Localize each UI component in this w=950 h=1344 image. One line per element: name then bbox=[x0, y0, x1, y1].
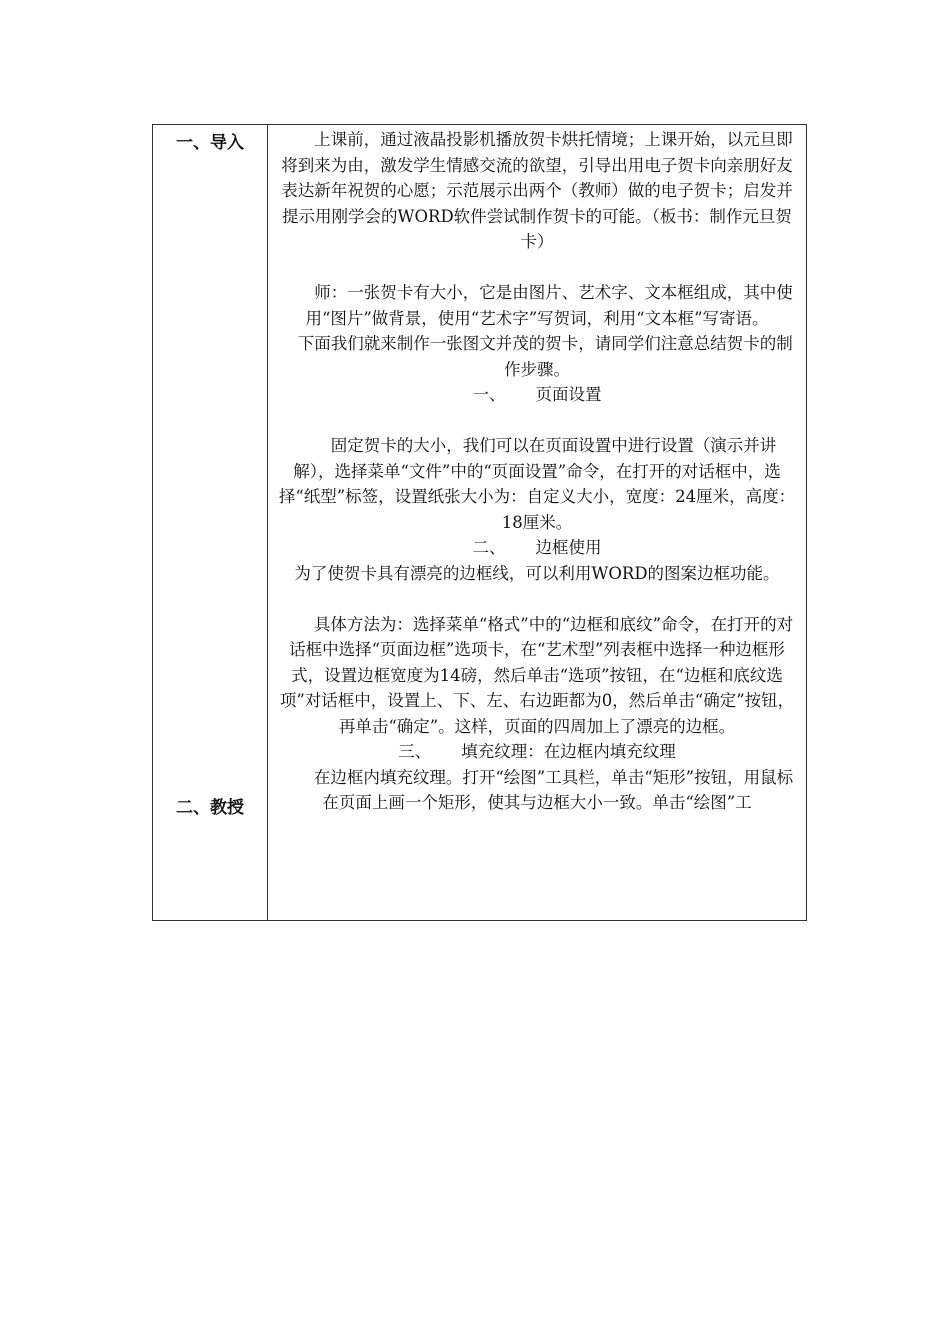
paragraph-card-components: 师：一张贺卡有大小，它是由图片、艺术字、文本框组成，其中使用“图片”做背景，使用“艺术字”写贺词，利用“文本框”写寄语。 bbox=[305, 283, 793, 328]
heading-number: 三、 bbox=[398, 742, 432, 761]
heading-border bbox=[278, 535, 796, 561]
heading-text: 填充纹理：在边框内填充纹理 bbox=[461, 742, 676, 761]
paragraph-border-intro: 为了使贺卡具有漂亮的边框线，可以利用WORD的图案边框功能。 bbox=[294, 563, 780, 583]
heading-text: 边框使用 bbox=[535, 538, 602, 557]
heading-text: 页面设置 bbox=[535, 385, 602, 404]
column-divider bbox=[267, 125, 268, 920]
heading-texture bbox=[278, 739, 796, 765]
heading-number: 二、 bbox=[472, 538, 506, 557]
paragraph-intro: 上课前，通过液晶投影机播放贺卡烘托情境；上课开始，以元旦即将到来为由，激发学生情感交流的欲望，引导出用电子贺卡向亲朋好友表达新年祝贺的心愿；示范展示出两个（教师）做的电子贺卡；启发并提示用刚学会的WORD软件尝试制作贺卡的可能。（板书：制作元旦贺卡） bbox=[281, 130, 793, 251]
lesson-plan-table bbox=[152, 124, 807, 921]
heading-number: 一、 bbox=[472, 385, 506, 404]
paragraph-page-setup: 固定贺卡的大小，我们可以在页面设置中进行设置（演示并讲解），选择菜单“文件”中的“页面设置”命令，在打开的对话框中，选择“纸型”标签，设置纸张大小为：自定义大小，宽度：24厘米，高度：18厘米。 bbox=[278, 436, 796, 532]
heading-page-setup bbox=[278, 382, 796, 408]
paragraph-steps-intro: 下面我们就来制作一张图文并茂的贺卡，请同学们注意总结贺卡的制作步骤。 bbox=[297, 334, 793, 379]
section-label-teach: 二、教授 bbox=[176, 798, 244, 818]
paragraph-texture: 在边框内填充纹理。打开“绘图”工具栏，单击“矩形”按钮，用鼠标在页面上画一个矩形，使其与边框大小一致。单击“绘图”工 bbox=[313, 767, 794, 812]
section-label-intro: 一、导入 bbox=[176, 133, 244, 153]
paragraph-border-method: 具体方法为：选择菜单“格式”中的“边框和底纹”命令，在打开的对话框中选择“页面边框”选项卡，在“艺术型”列表框中选择一种边框形式，设置边框宽度为14磅，然后单击“选项”按钮，在“边框和底纹选项”对话框中，设置上、下、左、右边距都为0，然后单击“确定”按钮，再单击“确定”。这样，页面的四周加上了漂亮的边框。 bbox=[279, 614, 795, 736]
content-cell bbox=[278, 125, 796, 816]
